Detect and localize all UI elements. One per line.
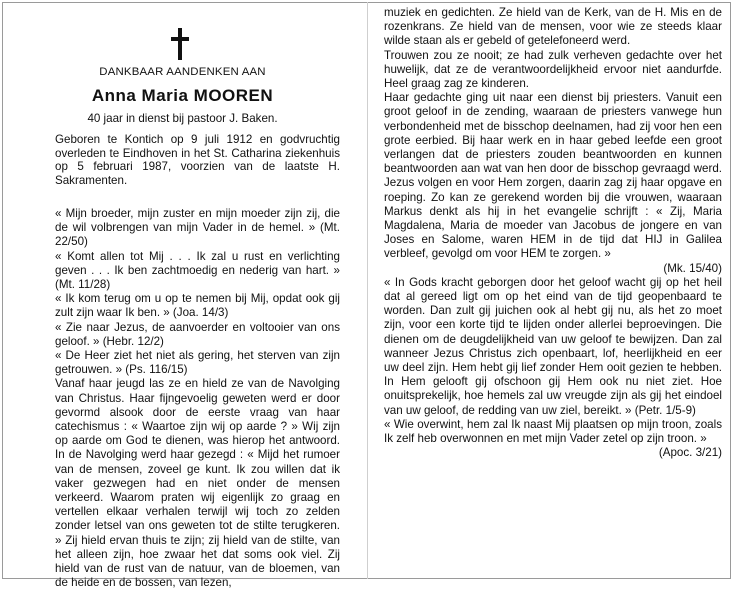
scripture-reference: (Mk. 15/40) [663,261,722,275]
quote-paragraph: « De Heer ziet het niet als gering, het sterven van zijn getrouwen. » (Ps. 116/15) [55,349,340,377]
biography-paragraph: Trouwen zou ze nooit; ze had zulk verheven gedachte over het huwelijk, dat ze de verantwoordelijkheid ervoor niet aandurfde. Heel graag zag ze kinderen. [384,48,722,91]
quote-paragraph: « Zie naar Jezus, de aanvoerder en voltooier van ons geloof. » (Hebr. 12/2) [55,320,340,348]
biography-paragraph: muziek en gedichten. Ze hield van de Kerk, van de H. Mis en de rozenkrans. Ze hield van de mensen, voor wie ze steeds klaar wilde staan als er gebeld of getelefoneerd werd. [384,6,722,48]
quote-paragraph: « Mijn broeder, mijn zuster en mijn moeder zijn zij, die de wil volbrengen van mijn Vader in de hemel. » (Mt. 22/50) [55,207,340,249]
cross-icon [170,28,190,60]
quote-paragraph: « Komt allen tot Mij . . . Ik zal u rust en verlichting geven . . . Ik ben zachtmoedig en nederig van hart. » (Mt. 11/28) [55,249,340,292]
scripture-reference: (Apoc. 3/21) [658,446,722,460]
biography-paragraph: Vanaf haar jeugd las ze en hield ze van de Navolging van Christus. Haar fijngevoelig geweten werd er door gevormd alsook door de eerste vraag van haar catechismus : « Waartoe zijn wij op aarde ? » Wij zijn op aarde om God te dienen, was hierop het antwoord. In de Navolging werd haar gezegd : « Mijd het rumoer van de mensen, zoveel ge kunt. Ik zou willen dat ik vaker gezwegen had en niet onder de mensen verkeerd. Waarom praten wij eigenlijk zo graag en vertellen elkaar verhalen terwijl wij toch zo zelden zonder letsel van ons geweten tot de stilte terugkeren. » Zij hield ervan thuis te zijn; zij hield van de stilte, van het alleen zijn, hoe zwaar het dat soms ook viel. Zij hield van de rust van de natuur, van de bloemen, van de heide en de bossen, van lezen, [55,377,340,590]
birth-death-text: Geboren te Kontich op 9 juli 1912 en godvruchtig overleden te Eindhoven in het St. Catharina ziekenhuis op 5 februari 1987, voorzien van de laatste H. Sakramenten. [55,133,340,187]
quote-paragraph: « Ik kom terug om u op te nemen bij Mij, opdat ook gij zult zijn waar Ik ben. » (Joa. 14/3) [55,292,340,320]
card-fold-line [367,2,368,579]
subtitle: 40 jaar in dienst bij pastoor J. Baken. [87,112,278,125]
deceased-name: Anna Maria MOOREN [91,86,274,105]
biography-paragraph: Haar gedachte ging uit naar een dienst bij priesters. Vanuit een groot geloof in de zending, waaraan de priesters vanwege hun verbondenheid met de bisschop deelnamen, had zij voor hen een grote eerbied. Bij haar werk en in haar gebed leefde een groot verlangen dat de priesters zouden beantwoorden en kunnen beantwoorden aan wat van hen door de bisschop gevraagd werd. Jezus volgen en voor Hem zorgen, daarin zag zij haar opgave en roeping. Zo kan ze gerekend worden bij die vrouwen, waaraan Markus denkt als hij in het evangelie schrijft : « Zij, Maria Magdalena, Maria de moeder van Jacobus de jongere en van Joses en Salome, waren HEM in de tijd dat HIJ in Galilea verbleef, gevolgd om voor HEM te zorgen. » [384,91,722,261]
right-column [384,6,722,461]
quote-paragraph: « In Gods kracht geborgen door het geloof wacht gij op het heil dat al gereed ligt om op het eind van de tijd geopenbaard te worden. Dan zult gij juichen ook al hebt gij nu, als het zo moet zijn, voor een korte tijd te lijden onder allerlei beproevingen. Die dienen om de deugdelijkheid van uw geloof te bewijzen. Dan zal wanneer Jezus Christus zich openbaart, lof, heerlijkheid en eer uw deel zijn. Hem hebt gij lief zonder Hem ooit gezien te hebben. In Hem gelooft gij ofschoon gij Hem ook nu niet ziet. Hoe onuitsprekelijk, hoe hemels zal uw vreugde zijn als gij het eindoel van uw geloof, de redding van uw ziel, bereikt. » (Petr. 1/5-9) [384,275,722,417]
quote-paragraph: « Wie overwint, hem zal Ik naast Mij plaatsen op mijn troon, zoals Ik zelf heb overwonnen en met mijn Vader zetel op zijn troon. » [384,417,722,446]
left-column [55,207,340,590]
card-heading: DANKBAAR AANDENKEN AAN [99,66,266,78]
